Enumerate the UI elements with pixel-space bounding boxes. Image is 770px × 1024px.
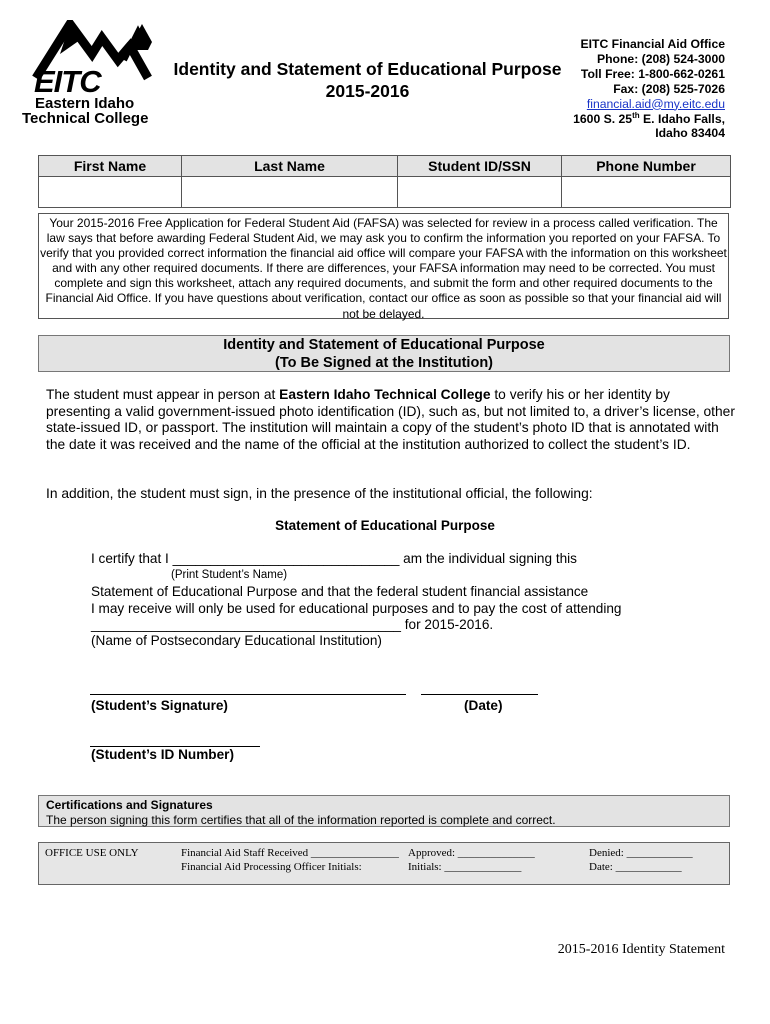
approved-field: Approved: ______________ <box>408 847 535 859</box>
signing-paragraph: In addition, the student must sign, in the presence of the institutional official, the following: <box>46 486 593 501</box>
certifications-box <box>38 795 730 827</box>
title-line1: Identity and Statement of Educational Purpose <box>173 59 562 79</box>
student-id-field[interactable] <box>398 177 562 208</box>
page-footer: 2015-2016 Identity Statement <box>557 942 725 957</box>
title-year: 2015-2016 <box>325 81 410 101</box>
institution-name: Eastern Idaho Technical College <box>279 387 491 402</box>
section-title: Identity and Statement of Educational Purpose <box>223 337 545 353</box>
office-use-label: OFFICE USE ONLY <box>45 847 139 859</box>
denied-field: Denied: ____________ <box>589 847 693 859</box>
page-title <box>160 58 575 102</box>
statement-title: Statement of Educational Purpose <box>275 518 495 533</box>
certifications-title: Certifications and Signatures <box>46 798 213 812</box>
certify-line: I certify that I ______________________________ am the individual signing this <box>91 551 577 566</box>
initials-field: Initials: ______________ <box>408 861 522 873</box>
phone-number-field[interactable] <box>562 177 731 208</box>
office-address: 1600 S. 25th E. Idaho Falls, <box>573 110 725 126</box>
header-first-name: First Name <box>39 156 182 177</box>
office-use-box <box>38 842 730 885</box>
signature-line[interactable] <box>90 694 406 695</box>
processing-initials-label: Financial Aid Processing Officer Initials: <box>181 861 362 873</box>
header-phone-number: Phone Number <box>562 156 731 177</box>
verification-notice: Your 2015-2016 Free Application for Federal Student Aid (FAFSA) was selected for review in a process called verification. The law says that before awarding Federal Student Aid, we may ask you to confirm the information you reported on your FAFSA. To verify that you provided correct information the financial aid office will compare your FAFSA with the information on this worksheet and with any other required documents. If there are differences, your FAFSA information may need to be corrected. You must complete and sign this worksheet, attach any required documents, and submit the form and other required documents to the Financial Aid Office. If you have questions about verification, contact our office as soon as possible so that your financial aid will not be delayed. <box>38 213 729 319</box>
section-subtitle: (To Be Signed at the Institution) <box>274 354 494 371</box>
statement-line2: Statement of Educational Purpose and that the federal student financial assistance <box>91 584 589 599</box>
logo-line1: Eastern Idaho <box>35 95 135 112</box>
logo-wordmark: EITC <box>34 64 101 99</box>
first-name-field[interactable] <box>39 177 182 208</box>
staff-received-field: Financial Aid Staff Received ________________ <box>181 847 399 859</box>
office-fax: Fax: (208) 525-7026 <box>613 81 725 96</box>
certifications-text: The person signing this form certifies that all of the information reported is complete and correct. <box>46 812 556 827</box>
section-header <box>38 335 730 372</box>
office-name: EITC Financial Aid Office <box>580 37 725 51</box>
student-info-table <box>38 155 731 208</box>
print-name-label: (Print Student’s Name) <box>171 569 288 581</box>
date-label: (Date) <box>464 698 503 713</box>
office-city: Idaho 83404 <box>655 126 725 141</box>
last-name-field[interactable] <box>182 177 398 208</box>
institution-line: _________________________________________ for 2015-2016. <box>91 617 494 632</box>
denied-date-field: Date: ____________ <box>589 861 682 873</box>
student-id-label: (Student’s ID Number) <box>91 747 234 762</box>
office-email-link[interactable]: financial.aid@my.eitc.edu <box>586 96 725 111</box>
identity-paragraph: The student must appear in person at Eastern Idaho Technical College to verify his or her identity by presenting a valid government-issued photo identification (ID), such as, but not limited to, a driver’s license, other state-issued ID, or passport. The institution will maintain a copy of the student’s photo ID that is annotated with the date it was received and the name of the official at the institution authorized to collect the student’s ID. <box>46 387 735 452</box>
signature-label: (Student’s Signature) <box>91 698 228 713</box>
header-last-name: Last Name <box>182 156 398 177</box>
statement-line3: I may receive will only be used for educational purposes and to pay the cost of attending <box>91 601 622 616</box>
office-phone: Phone: (208) 524-3000 <box>596 51 725 66</box>
eitc-logo <box>20 20 165 130</box>
header-student-id: Student ID/SSN <box>398 156 562 177</box>
office-toll-free: Toll Free: 1-800-662-0261 <box>580 66 725 81</box>
logo-line2: Technical College <box>22 110 149 127</box>
institution-name-label: (Name of Postsecondary Educational Institution) <box>91 633 382 648</box>
office-contact <box>560 37 725 141</box>
date-line[interactable] <box>421 694 538 695</box>
